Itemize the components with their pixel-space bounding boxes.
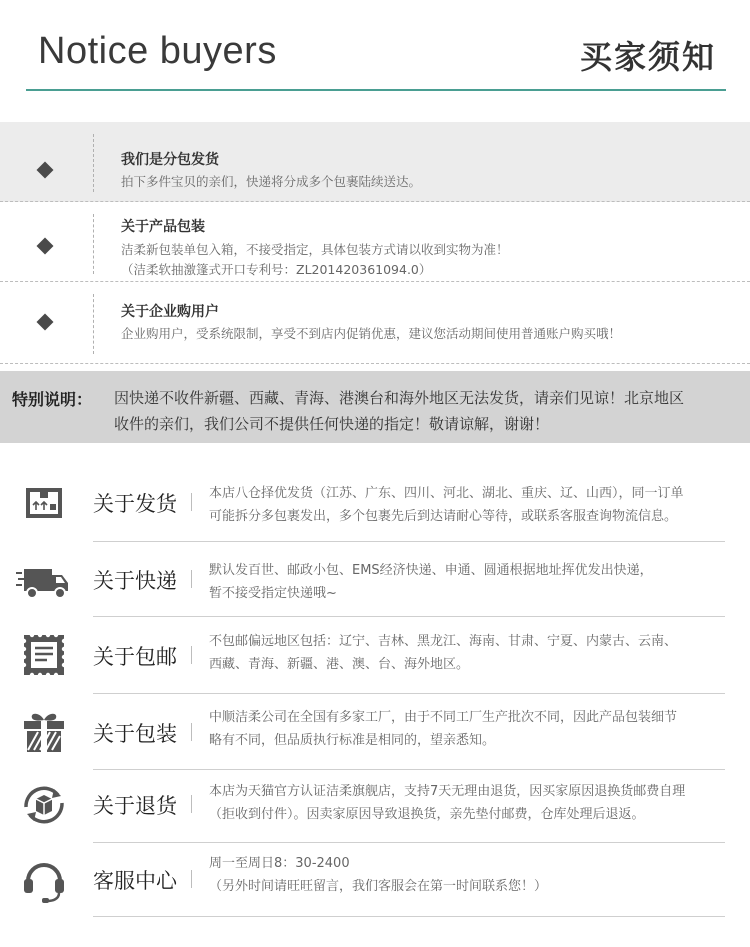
title-separator: [191, 570, 192, 588]
special-notice: [0, 371, 750, 443]
gift-box-icon: [16, 704, 72, 760]
title-separator: [191, 646, 192, 664]
notice-divider: [93, 214, 94, 274]
stamp-icon: [16, 627, 72, 683]
title-separator: [191, 795, 192, 813]
special-notice-text: [114, 385, 734, 437]
section-text: [209, 706, 734, 752]
delivery-truck-icon: [16, 555, 72, 611]
notice-title: 我们是分包发货: [121, 152, 219, 168]
section-free-shipping: [0, 619, 750, 695]
section-text-line: 本店为天猫官方认证洁柔旗舰店，支持7天无理由退货，因买家原因退换货邮费自理: [209, 784, 686, 799]
section-text: [209, 630, 734, 676]
section-text-line: 暂不接受指定快递哦~: [209, 586, 337, 601]
section-text-line: 本店八仓择优发货（江苏、广东、四川、河北、湖北、重庆、辽、山西），同一订单: [209, 486, 684, 501]
section-text-line: 西藏、青海、新疆、港、澳、台、海外地区。: [209, 657, 470, 672]
diamond-bullet-icon: [37, 314, 54, 331]
section-title: 关于快递: [93, 569, 177, 593]
header: [0, 0, 750, 92]
box-icon: [16, 474, 72, 530]
notice-text: 企业购用户，受系统限制，享受不到店内促销优惠，建议您活动期间使用普通账户购买哦！: [121, 326, 622, 341]
section-text-line: 周一至周日8：30-2400: [209, 856, 350, 871]
section-title: 关于发货: [93, 492, 177, 516]
title-separator: [191, 493, 192, 511]
notice-text: （洁柔软抽激篷式开口专利号：ZL201420361094.0）: [121, 262, 432, 277]
section-text-line: 默认发百世、邮政小包、EMS经济快递、申通、圆通根据地址挥优发出快递，: [209, 563, 653, 578]
notice-title: 关于企业购用户: [121, 304, 219, 320]
notice-text: 拍下多件宝贝的亲们，快递将分成多个包裹陆续送达。: [121, 174, 422, 189]
notice-list: [0, 122, 750, 364]
special-notice-label: 特别说明：: [12, 390, 93, 409]
section-title: 关于包邮: [93, 645, 177, 669]
section-text-line: （另外时间请旺旺留言，我们客服会在第一时间联系您！）: [209, 879, 548, 894]
section-divider: [93, 842, 725, 843]
headset-icon: [16, 851, 72, 907]
page-title-english: Notice buyers: [38, 30, 277, 72]
notice-text: 洁柔新包装单包入箱，不接受指定，具体包装方式请以收到实物为准！: [121, 242, 509, 257]
special-notice-line: 因快递不收件新疆、西藏、青海、港澳台和海外地区无法发货，请亲们见谅！北京地区: [114, 389, 685, 407]
notice-divider: [93, 134, 94, 192]
section-text: [209, 559, 734, 605]
notice-title: 关于产品包装: [121, 219, 205, 235]
header-divider: [26, 89, 726, 91]
section-packaging: [0, 696, 750, 772]
section-shipping: [0, 466, 750, 542]
notice-divider: [93, 294, 94, 354]
section-text-line: 略有不同，但品质执行标准是相同的，望亲悉知。: [209, 733, 496, 748]
section-title: 关于退货: [93, 794, 177, 818]
diamond-bullet-icon: [37, 238, 54, 255]
diamond-bullet-icon: [37, 162, 54, 179]
section-title: 客服中心: [93, 869, 177, 893]
section-divider: [93, 916, 725, 917]
dashed-separator: [0, 363, 750, 364]
section-text: [209, 852, 734, 898]
notice-item: [0, 282, 750, 364]
section-text: [209, 482, 734, 528]
section-divider: [93, 541, 725, 542]
notice-item: [0, 122, 750, 202]
section-title: 关于包装: [93, 722, 177, 746]
return-box-icon: [16, 777, 72, 833]
section-divider: [93, 616, 725, 617]
page-title-chinese: 买家须知: [579, 38, 716, 76]
section-courier: [0, 543, 750, 619]
section-customer-service: [0, 847, 750, 923]
section-returns: [0, 772, 750, 848]
section-text-line: 中顺洁柔公司在全国有多家工厂，由于不同工厂生产批次不同，因此产品包装细节: [209, 710, 678, 725]
notice-item: [0, 202, 750, 282]
section-text-line: 不包邮偏远地区包括：辽宁、吉林、黑龙江、海南、甘肃、宁夏、内蒙古、云南、: [209, 634, 678, 649]
section-text-line: （拒收到付件）。因卖家原因导致退换货，亲先垫付邮费，仓库处理后退返。: [209, 807, 645, 822]
section-divider: [93, 693, 725, 694]
section-divider: [93, 769, 725, 770]
section-text-line: 可能拆分多包裹发出，多个包裹先后到达请耐心等待，或联系客服查询物流信息。: [209, 509, 678, 524]
section-text: [209, 780, 734, 826]
title-separator: [191, 723, 192, 741]
special-notice-line: 收件的亲们，我们公司不提供任何快递的指定！敬请谅解，谢谢！: [114, 415, 550, 433]
title-separator: [191, 870, 192, 888]
